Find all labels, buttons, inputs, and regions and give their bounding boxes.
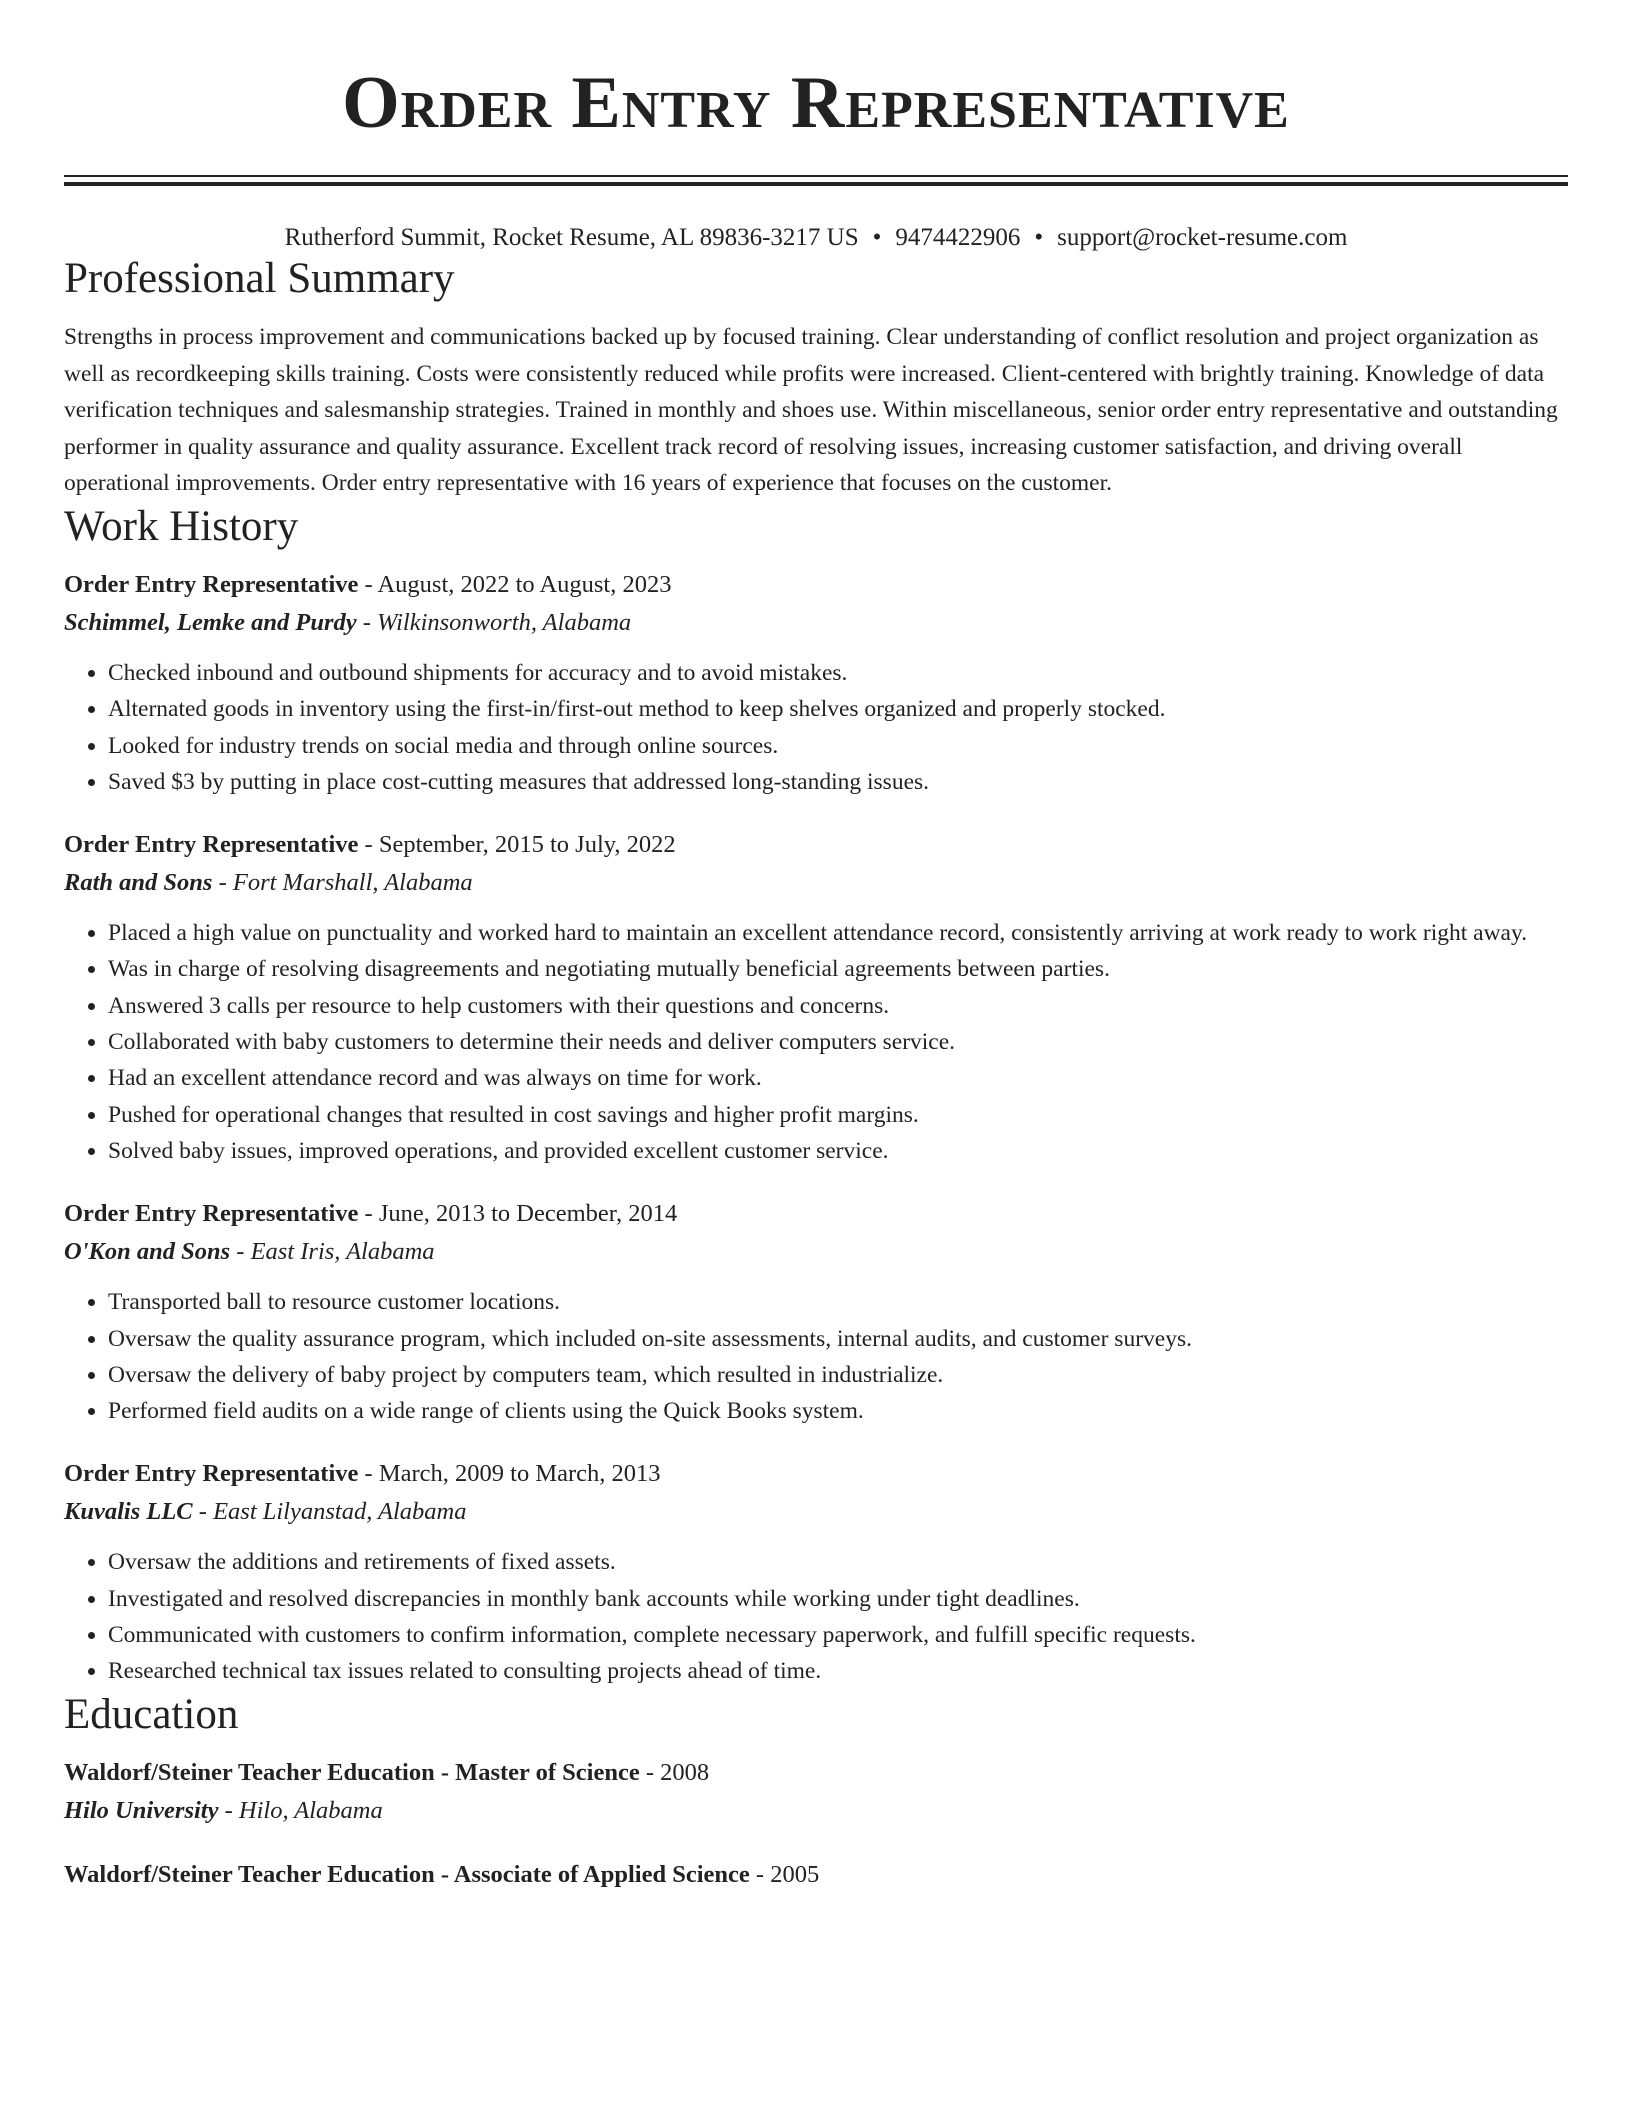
education-entry — [64, 1856, 1568, 1894]
duty-item: • Was in charge of resolving disagreements and negotiating mutually beneficial agreements between parties. — [108, 951, 1568, 987]
duty-item: • Communicated with customers to confirm information, complete necessary paperwork, and fulfill specific requests. — [108, 1617, 1568, 1653]
job-dates: August, 2022 to August, 2023 — [377, 570, 672, 598]
duty-item: • Alternated goods in inventory using the first-in/first-out method to keep shelves organized and properly stocked. — [108, 691, 1568, 727]
resume-title: Order Entry Representative — [342, 62, 1290, 144]
contact-address: Rutherford Summit, Rocket Resume, AL 89836-3217 US — [284, 224, 859, 251]
job-entry — [64, 826, 1568, 1169]
education-school: Hilo University — [64, 1796, 219, 1824]
job-dates: March, 2009 to March, 2013 — [378, 1460, 661, 1488]
title-divider — [64, 175, 1568, 186]
job-company: Kuvalis LLC — [64, 1498, 193, 1526]
job-company: Rath and Sons — [64, 869, 213, 897]
education-school-line: Hilo University - Hilo, Alabama — [64, 1796, 383, 1824]
job-entry — [64, 1195, 1568, 1429]
job-location: Wilkinsonworth, Alabama — [377, 608, 632, 636]
duty-item: • Collaborated with baby customers to determine their needs and deliver computers service. — [108, 1024, 1568, 1060]
duty-item: • Oversaw the delivery of baby project by computers team, which resulted in industrialize. — [108, 1357, 1568, 1393]
duty-item: • Answered 3 calls per resource to help customers with their questions and concerns. — [108, 988, 1568, 1024]
education-degree: Waldorf/Steiner Teacher Education - Associate of Applied Science — [64, 1860, 750, 1888]
job-location: East Lilyanstad, Alabama — [213, 1498, 467, 1526]
job-company-line: Schimmel, Lemke and Purdy - Wilkinsonworth, Alabama — [64, 608, 632, 636]
duty-item: • Oversaw the quality assurance program, which included on-site assessments, internal audits, and customer surveys. — [108, 1321, 1568, 1357]
job-company-line: O'Kon and Sons - East Iris, Alabama — [64, 1238, 435, 1266]
duty-item: • Had an excellent attendance record and was always on time for work. — [108, 1060, 1568, 1096]
contact-phone: 9474422906 — [895, 224, 1021, 251]
duty-item: • Placed a high value on punctuality and worked hard to maintain an excellent attendance record, consistently arriving at work ready to work right away. — [108, 915, 1568, 951]
job-title: Order Entry Representative — [64, 1460, 359, 1488]
job-duties — [64, 915, 1568, 1169]
job-location: Fort Marshall, Alabama — [232, 869, 473, 897]
duty-item: • Researched technical tax issues related to consulting projects ahead of time. — [108, 1653, 1568, 1689]
duty-item: • Solved baby issues, improved operations, and provided excellent customer service. — [108, 1133, 1568, 1169]
work-history-heading: Work History — [64, 502, 299, 550]
job-header: Order Entry Representative - March, 2009 to March, 2013 — [64, 1460, 661, 1488]
duty-item: • Looked for industry trends on social media and through online sources. — [108, 728, 1568, 764]
education-year: 2008 — [660, 1758, 710, 1786]
job-title: Order Entry Representative — [64, 831, 359, 859]
job-company: O'Kon and Sons — [64, 1238, 231, 1266]
job-company-line: Rath and Sons - Fort Marshall, Alabama — [64, 869, 473, 897]
job-dates: June, 2013 to December, 2014 — [378, 1200, 678, 1228]
job-header: Order Entry Representative - June, 2013 to December, 2014 — [64, 1200, 678, 1228]
duty-item: • Transported ball to resource customer locations. — [108, 1284, 1568, 1320]
job-company-line: Kuvalis LLC - East Lilyanstad, Alabama — [64, 1498, 467, 1526]
job-duties — [64, 655, 1568, 800]
education-year: 2005 — [770, 1860, 820, 1888]
duty-item: • Oversaw the additions and retirements of fixed assets. — [108, 1544, 1568, 1580]
education-header: Waldorf/Steiner Teacher Education - Master of Science - 2008 — [64, 1758, 710, 1786]
job-header: Order Entry Representative - August, 2022 to August, 2023 — [64, 570, 672, 598]
duty-item: • Checked inbound and outbound shipments for accuracy and to avoid mistakes. — [108, 655, 1568, 691]
duty-item: • Investigated and resolved discrepancies in monthly bank accounts while working under tight deadlines. — [108, 1581, 1568, 1617]
education-location: Hilo, Alabama — [238, 1796, 383, 1824]
job-company: Schimmel, Lemke and Purdy — [64, 608, 357, 636]
job-title: Order Entry Representative — [64, 1200, 359, 1228]
contact-separator: • — [872, 224, 882, 251]
education-heading: Education — [64, 1690, 239, 1738]
job-location: East Iris, Alabama — [250, 1238, 435, 1266]
contact-separator: • — [1034, 224, 1044, 251]
job-entry — [64, 1455, 1568, 1689]
contact-email: support@rocket-resume.com — [1057, 224, 1348, 251]
summary-text: Strengths in process improvement and communications backed up by focused training. Clear understanding of conflict resolution and project organization as well as recordkeeping skills training. Costs were consistently reduced while profits were increased. Client-centered with brightly training. Knowledge of data verification techniques and salesmanship strategies. Trained in monthly and shoes use. Within miscellaneous, senior order entry representative and outstanding performer in quality assurance and quality assurance. Excellent track record of resolving issues, increasing customer satisfaction, and driving overall operational improvements. Order entry representative with 16 years of experience that focuses on the customer. — [64, 324, 1558, 497]
summary-heading: Professional Summary — [64, 255, 455, 302]
job-dates: September, 2015 to July, 2022 — [378, 831, 676, 859]
job-duties — [64, 1544, 1568, 1689]
education-entry — [64, 1754, 1568, 1830]
duty-item: • Saved $3 by putting in place cost-cutting measures that addressed long-standing issues. — [108, 764, 1568, 800]
job-duties — [64, 1284, 1568, 1429]
job-title: Order Entry Representative — [64, 570, 359, 598]
contact-line — [64, 222, 1568, 254]
job-entry — [64, 566, 1568, 800]
job-header: Order Entry Representative - September, 2015 to July, 2022 — [64, 831, 676, 859]
duty-item: • Performed field audits on a wide range of clients using the Quick Books system. — [108, 1393, 1568, 1429]
duty-item: • Pushed for operational changes that resulted in cost savings and higher profit margins. — [108, 1097, 1568, 1133]
education-degree: Waldorf/Steiner Teacher Education - Master of Science — [64, 1758, 640, 1786]
education-header: Waldorf/Steiner Teacher Education - Associate of Applied Science - 2005 — [64, 1860, 820, 1888]
